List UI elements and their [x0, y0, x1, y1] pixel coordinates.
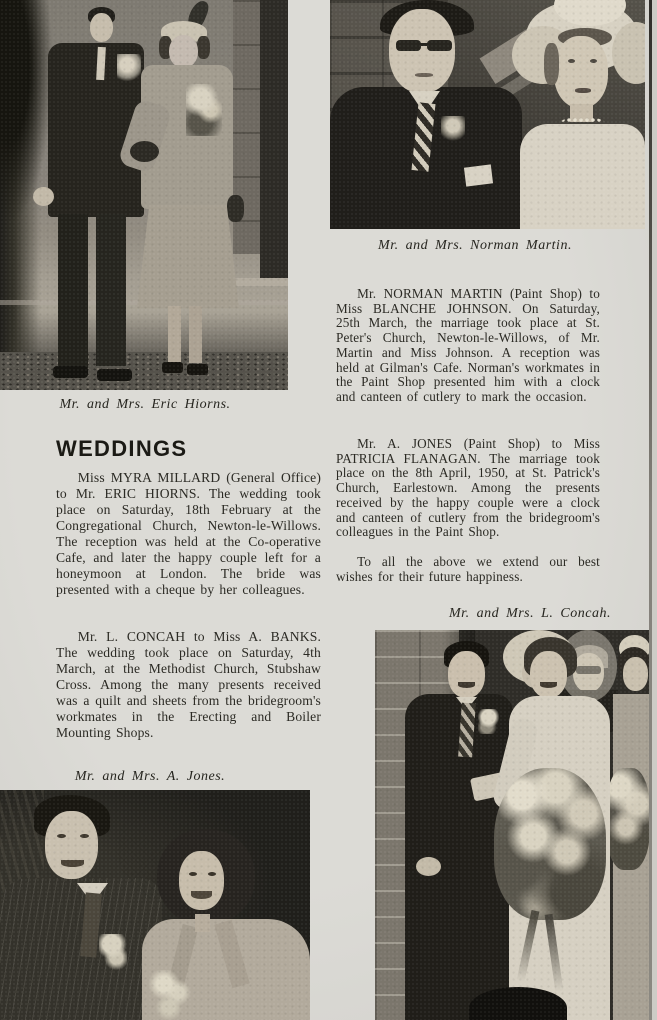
groom-mouth	[415, 73, 433, 77]
bridesmaid-face	[623, 657, 648, 691]
bride-face	[530, 651, 567, 698]
bride-bouquet	[494, 768, 606, 920]
groom-boutonniere	[117, 54, 141, 82]
bride-corsage	[186, 84, 222, 136]
bride-shoe	[187, 364, 208, 375]
groom-eye	[80, 834, 89, 838]
bride-neck	[195, 914, 210, 932]
article-millard-hiorns: Miss MYRA MILLARD (General Office) to Mr. ERIC HIORNS. The wedding took place on Saturday, 18th February at the Congregational Church, Newton-le-Willows. The reception was held at the Co-operative Cafe, and later the happy couple left for a honeymoon at London. The bride was presented with a cheque by her colleagues.	[56, 470, 321, 597]
groom-shoe	[53, 366, 88, 378]
photo-caption-eric-hiorns: Mr. and Mrs. Eric Hiorns.	[59, 397, 231, 412]
groom-eye	[57, 834, 66, 838]
page-edge-margin	[652, 0, 657, 1020]
groom-hand	[33, 187, 54, 206]
groom-glasses	[419, 43, 429, 46]
groom-leg	[58, 214, 88, 368]
bride-face	[179, 851, 224, 910]
bride-corsage	[148, 970, 194, 1020]
pillar-shadow	[260, 0, 288, 282]
groom-shirt	[96, 47, 106, 80]
groom-glasses	[396, 40, 421, 51]
gravel-ground	[0, 352, 288, 390]
groom-face	[90, 13, 113, 42]
wedding-photo-norman-martin	[330, 0, 645, 229]
groom-face	[45, 811, 98, 879]
bride-smile	[191, 891, 212, 899]
bride-leg	[189, 306, 202, 363]
groom-glasses	[427, 40, 452, 51]
bride-hair	[197, 36, 210, 59]
bride-leg	[168, 306, 181, 364]
groom-face	[389, 9, 455, 93]
article-closing-wishes: To all the above we extend our best wishes for their future happiness.	[336, 554, 600, 584]
bride-face	[554, 36, 608, 108]
bride-eye	[189, 872, 197, 876]
wedding-photo-l-concah	[375, 630, 650, 1020]
groom-pocket-square	[464, 164, 493, 186]
groom-shoe	[97, 369, 132, 381]
wedding-photo-eric-hiorns	[0, 0, 288, 390]
bride-hair	[544, 43, 559, 85]
article-martin-johnson: Mr. NORMAN MARTIN (Paint Shop) to Miss BLANCHE JOHNSON. On Saturday, 25th March, the marriage took place at St. Peter's Church, Newton-le-Willows, of Mr. Martin and Miss Johnson. A reception was held at Gilman's Cafe. Norman's workmates in the Paint Shop presented him with a clock and canteen of cutlery to mark the occasion.	[336, 286, 600, 404]
bride-eye	[590, 59, 597, 63]
bride-shoe	[162, 362, 183, 373]
groom-face	[448, 651, 485, 698]
bride-glove	[227, 195, 244, 222]
bride-lips	[575, 88, 591, 93]
groom-smile	[61, 860, 84, 867]
bride-eye	[568, 59, 575, 63]
wedding-photo-a-jones	[0, 790, 310, 1020]
bride-dress	[520, 124, 645, 229]
photo-caption-norman-martin: Mr. and Mrs. Norman Martin.	[378, 238, 572, 253]
groom-boutonniere	[441, 116, 465, 142]
bride-face	[169, 35, 198, 68]
article-jones-flanagan: Mr. A. JONES (Paint Shop) to Miss PATRICIA FLANAGAN. The marriage took place on the 8th April, 1950, at St. Patrick's Church, Earlestown. Among the presents received by the happy couple were a clock and canteen of cutlery from the bridegroom's colleagues in the Paint Shop.	[336, 436, 600, 540]
groom-smile	[458, 682, 475, 688]
photo-caption-l-concah: Mr. and Mrs. L. Concah.	[449, 606, 611, 621]
groom-boutonniere	[478, 709, 499, 734]
groom-boutonniere	[99, 934, 127, 970]
bridesmaid-bouquet	[606, 768, 650, 870]
bride-skirt	[137, 205, 239, 308]
groom-hand	[416, 857, 441, 876]
weddings-heading: WEDDINGS	[56, 436, 188, 461]
photo-caption-a-jones: Mr. and Mrs. A. Jones.	[74, 769, 226, 784]
bride-glove	[130, 141, 159, 162]
bride-smile	[540, 682, 557, 688]
bride-eye	[208, 872, 216, 876]
groom-leg	[96, 214, 126, 366]
article-concah-banks: Mr. L. CONCAH to Miss A. BANKS. The wedding took place on Saturday, 4th March, at the Methodist Church, Stubshaw Cross. Among the many presents received was a quilt and sheets from the bridegroom's workmates in the Erecting and Boiler Mounting Shops.	[56, 629, 321, 740]
